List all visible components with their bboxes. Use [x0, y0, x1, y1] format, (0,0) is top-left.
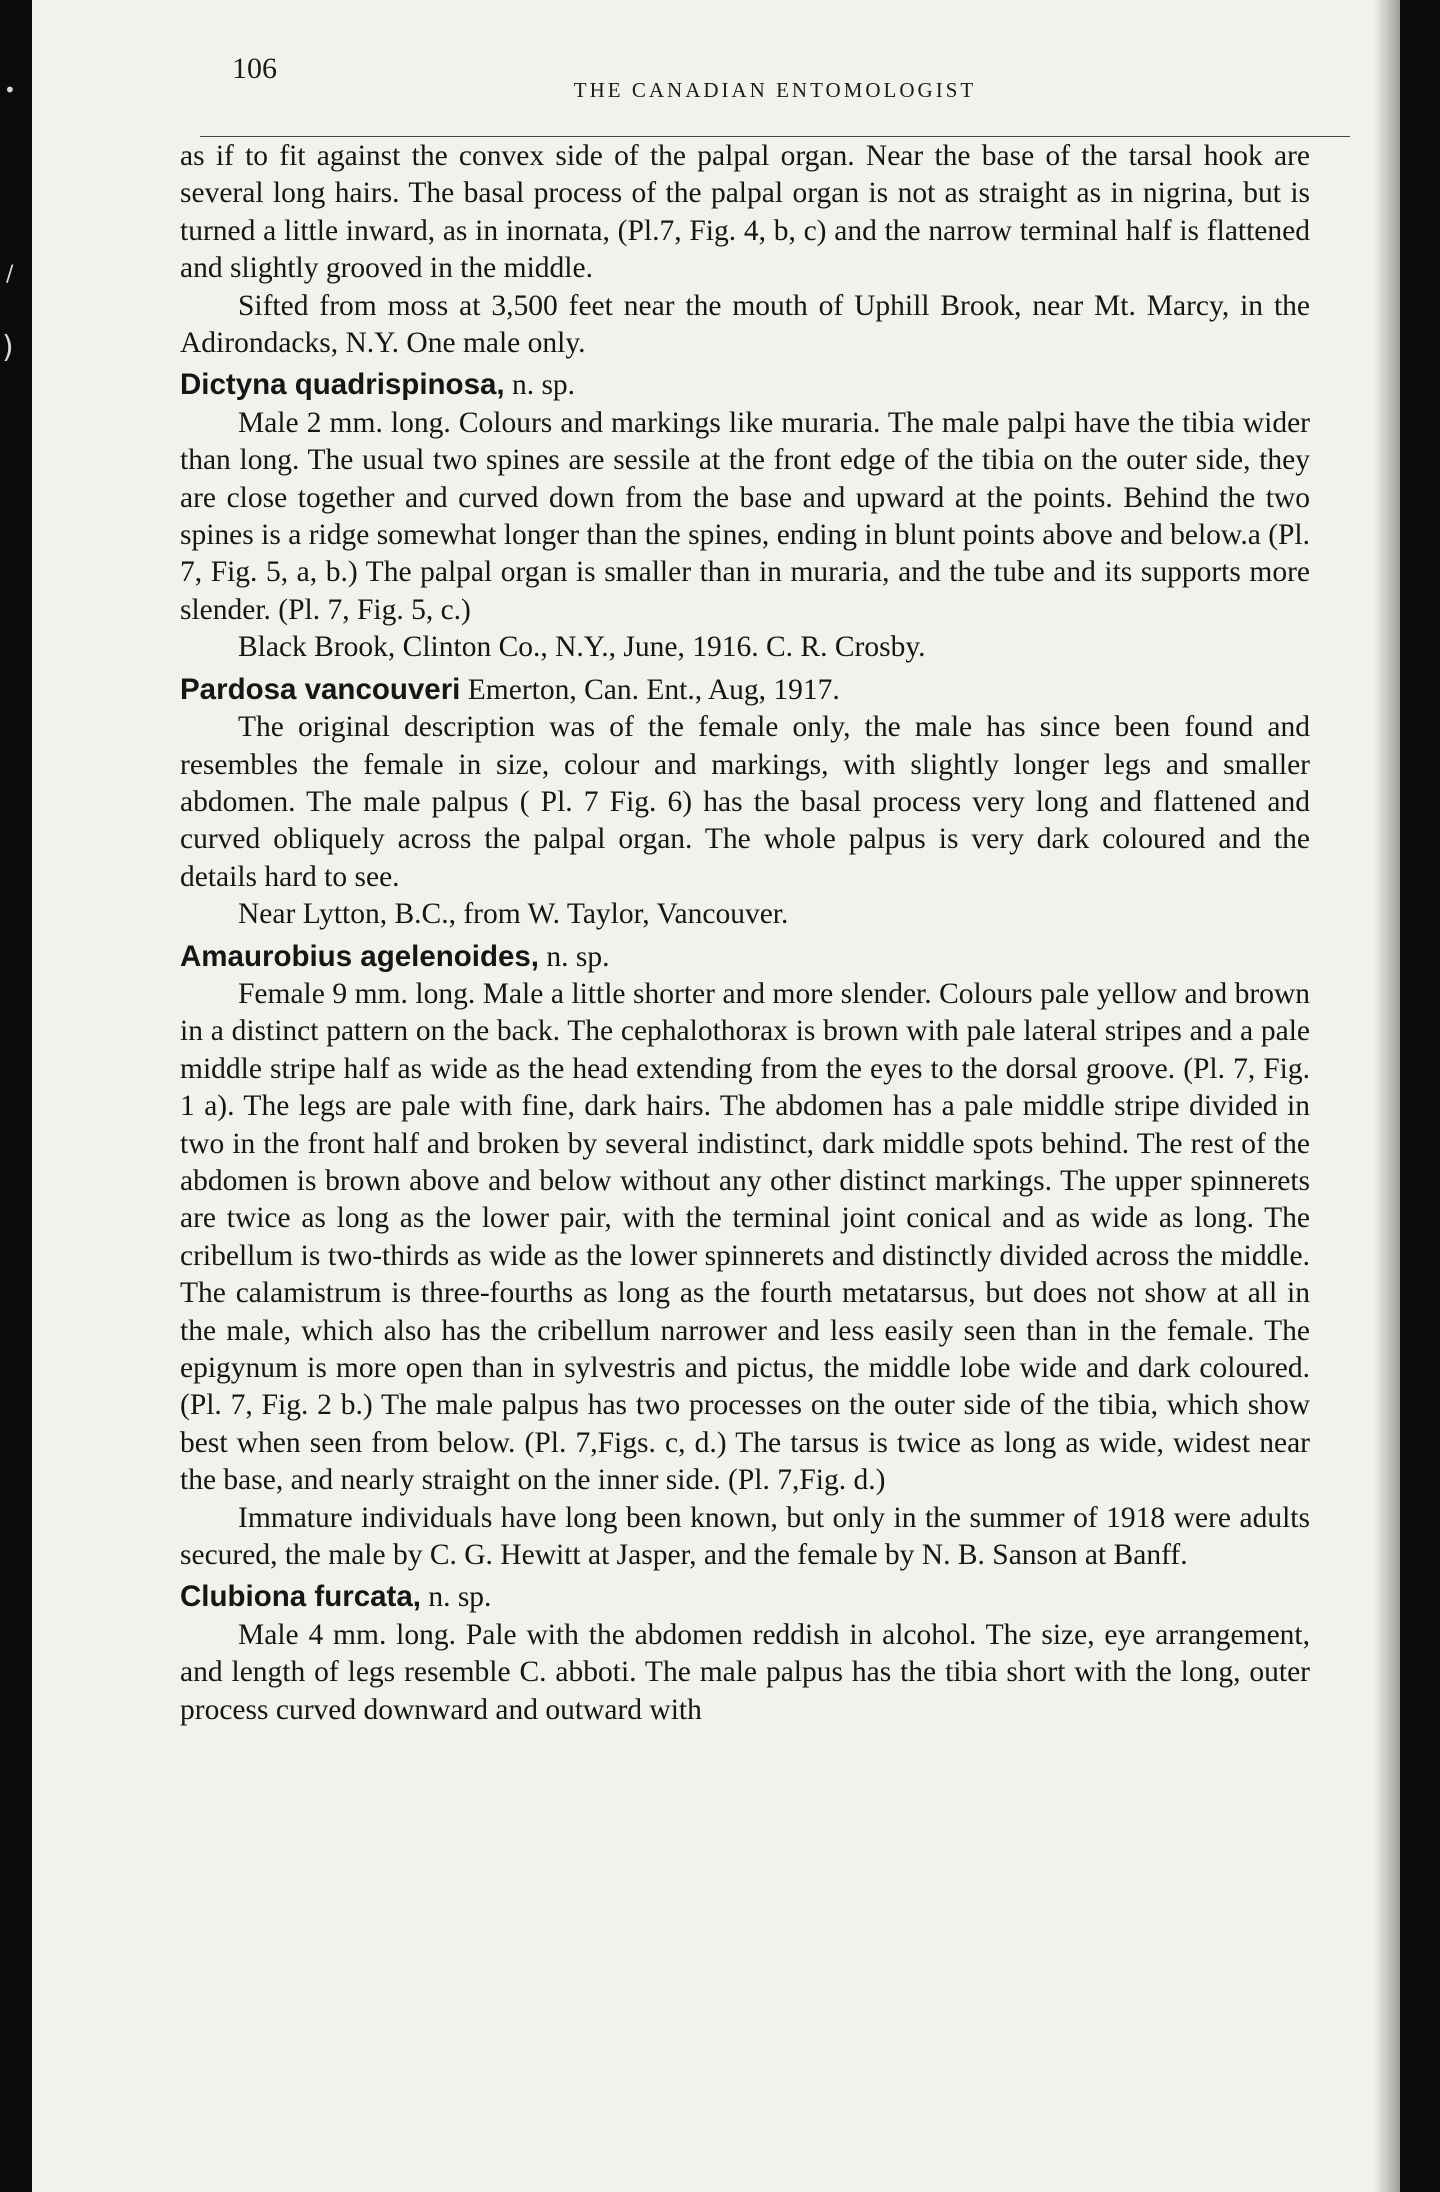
species-heading-amaurobius [180, 938, 1310, 976]
species-heading-pardosa [180, 671, 1310, 709]
article-body [180, 138, 1310, 1729]
species-name: Dictyna quadrispinosa, [180, 368, 505, 402]
margin-mark-left-middle: / [6, 262, 14, 287]
description-paragraph: The original description was of the female only, the male has since been found and resembles the female in size, colour and markings, with slightly longer legs and smaller abdomen. The male palpus ( Pl. 7 Fig. 6) has the basal process very long and flattened and curved obliquely across the palpal organ. The whole palpus is very dark coloured and the details hard to see. [180, 711, 1310, 893]
history-paragraph: Immature individuals have long been known, but only in the summer of 1918 were adults secured, the male by C. G. Hewitt at Jasper, and the female by N. B. Sanson at Banff. [180, 1501, 1310, 1572]
locality-paragraph: Near Lytton, B.C., from W. Taylor, Vancouver. [238, 898, 789, 931]
species-suffix: n. sp. [504, 369, 576, 402]
species-heading-dictyna [180, 366, 1310, 404]
margin-mark-left-top: • [4, 78, 16, 102]
page-edge-shadow [1374, 0, 1400, 2192]
species-name: Amaurobius agelenoides, [180, 939, 539, 973]
description-paragraph: Female 9 mm. long. Male a little shorter and more slender. Colours pale yellow and brown in a distinct pattern on the back. The cephalothorax is brown with pale lateral stripes and a pale middle stripe half as wide as the head extending from the eyes to the dorsal groove. (Pl. 7, Fig. 1 a). The legs are pale with fine, dark hairs. The abdomen has a pale middle stripe divided in two in the front half and broken by several indistinct, dark middle spots behind. The rest of the abdomen is brown above and below without any other distinct markings. The upper spinnerets are twice as long as the lower pair, with the terminal joint conical and as wide as long. The cribellum is two-thirds as wide as the lower spinnerets and distinctly divided across the middle. The calamistrum is three-fourths as long as the fourth metatarsus, but does not show at all in the male, which also has the cribellum narrower and less easily seen than in the female. The epigynum is more open than in sylvestris and pictus, the middle lobe wide and dark coloured. (Pl. 7, Fig. 2 b.) The male palpus has two processes on the outer side of the tibia, which show best when seen from below. (Pl. 7,Figs. c, d.) The tarsus is twice as long as wide, widest near the base, and nearly straight on the inner side. (Pl. 7,Fig. d.) [180, 977, 1310, 1497]
description-paragraph: Male 4 mm. long. Pale with the abdomen reddish in alcohol. The size, eye arrangement, and length of legs resemble C. abboti. The male palpus has the tibia short with the long, outer process curved downward and outward with [180, 1618, 1310, 1726]
species-suffix: n. sp. [539, 940, 610, 973]
running-title: THE CANADIAN ENTOMOLOGIST [573, 78, 977, 102]
header-rule [200, 136, 1350, 137]
continuation-paragraph: as if to fit against the convex side of the palpal organ. Near the base of the tarsal hook are several long hairs. The basal process of the palpal organ is not as straight as in nigrina, but is turned a little inward, as in inornata, (Pl.7, Fig. 4, b, c) and the narrow terminal half is flattened and slightly grooved in the middle. [180, 140, 1310, 285]
species-suffix: Emerton, Can. Ent., Aug, 1917. [460, 673, 840, 706]
species-heading-clubiona [180, 1578, 1310, 1616]
page-number: 106 [232, 52, 277, 85]
species-suffix: n. sp. [420, 1581, 492, 1614]
book-page [32, 0, 1400, 2192]
page-header [200, 42, 1350, 102]
description-paragraph: Male 2 mm. long. Colours and markings like muraria. The male palpi have the tibia wider than long. The usual two spines are sessile at the front edge of the tibia on the outer side, they are close together and curved down from the base and upward at the points. Behind the two spines is a ridge somewhat longer than the spines, ending in blunt points above and below.a (Pl. 7, Fig. 5, a, b.) The palpal organ is smaller than in muraria, and the tube and its supports more slender. (Pl. 7, Fig. 5, c.) [180, 406, 1310, 626]
locality-paragraph: Black Brook, Clinton Co., N.Y., June, 1916. C. R. Crosby. [238, 631, 926, 664]
margin-mark-left-lower: ) [2, 330, 14, 365]
locality-paragraph: Sifted from moss at 3,500 feet near the mouth of Uphill Brook, near Mt. Marcy, in the Adirondacks, N.Y. One male only. [180, 289, 1310, 360]
species-name: Pardosa vancouveri [180, 672, 461, 706]
species-name: Clubiona furcata, [180, 1580, 421, 1614]
